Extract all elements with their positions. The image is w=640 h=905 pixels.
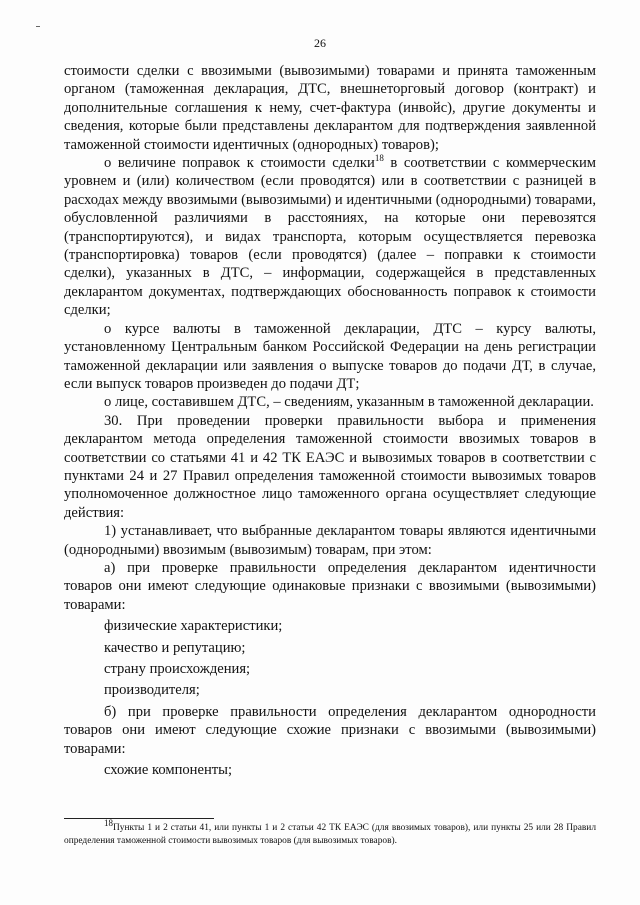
list-item-quality-reputation: качество и репутацию; [104, 639, 246, 656]
paragraph-subitem-a: а) при проверке правильности определения декларантом идентичности товаров они имеют следующие одинаковые признаки с ввозимыми (вывозимыми) товарами: [64, 559, 596, 613]
paragraph-dts-author: о лице, составившем ДТС, – сведениям, указанным в таможенной декларации. [104, 394, 594, 411]
footnote [64, 817, 596, 848]
paragraph-transaction-value-docs: стоимости сделки с ввозимыми (вывозимыми) товарами и принята таможенным органом (таможенная декларация, ДТС, внешнеторговый договор (контракт) и дополнительные соглашения к нему, счет-фактура (инвойс), другие документы и сведения, которые были представлены декларантом для подтверждения заявленной таможенной стоимости идентичных (однородных) товаров); [64, 63, 596, 153]
paragraph-subitem-1: 1) устанавливает, что выбранные декларантом товары являются идентичными (однородными) ввозимым (вывозимым) товарам, при этом: [64, 523, 596, 558]
document-body [64, 62, 596, 779]
paragraph-adjustments [64, 154, 596, 320]
paragraph-adjustments-rest: в соответствии с коммерческим уровнем и (или) количеством (если проводятся) или в соответствии с разницей в расходах между ввозимыми (вывозимыми) и идентичными (однородными) товарами, обусловленной различиями в расстояниях, на которые они перевозятся (транспортируются), и видах транспорта, которым осуществляется перевозка (транспортировка) товаров (если проводятся) (далее – поправки к стоимости сделки), указанных в ДТС, – информации, содержащейся в представленных декларантом документах, подтверждающих обоснованность поправок к стоимости сделки; [64, 155, 597, 319]
page-number: 26 [314, 36, 326, 50]
footnote-ref: 18 [374, 153, 384, 164]
list-item-physical-characteristics: физические характеристики; [104, 618, 283, 635]
list-item-country-of-origin: страну происхождения; [104, 661, 251, 677]
paragraph-subitem-b: б) при проверке правильности определения декларантом однородности товаров они имеют следующие схожие признаки с ввозимыми (вывозимыми) товарами: [64, 703, 596, 757]
list-item-similar-components: схожие компоненты; [104, 762, 233, 779]
paragraph-currency-rate: о курсе валюты в таможенной декларации, ДТС – курсу валюты, установленному Центральным банком Российской Федерации на день регистрации таможенной декларации или заявления о выпуске товаров до подачи ДТ, в случае, если выпуск товаров произведен до подачи ДТ; [64, 320, 596, 392]
footnote-text [64, 817, 596, 848]
footnote-marker: 18 [104, 817, 113, 828]
paragraph-adjustments-start: о величине поправок к стоимости сделки [104, 155, 375, 172]
paragraph-item-30: 30. При проведении проверки правильности выбора и применения декларантом метода определения таможенной стоимости ввозимых товаров в соответствии со статьями 41 и 42 ТК ЕАЭС и вывозимых товаров в соответствии с пунктами 24 и 27 Правил определения таможенной стоимости вывозимых товаров уполномоченное должностное лицо таможенного органа осуществляет следующие действия: [64, 412, 596, 521]
footnote-body: Пункты 1 и 2 статьи 41, или пункты 1 и 2 статьи 42 ТК ЕАЭС (для ввозимых товаров), или пункты 25 или 28 Правил определения таможенной стоимости вывозимых товаров (для вывозимых товаров). [64, 823, 596, 846]
footnote-divider [64, 818, 214, 819]
list-item-manufacturer: производителя; [104, 682, 200, 699]
scan-artifact-mark [36, 26, 40, 27]
